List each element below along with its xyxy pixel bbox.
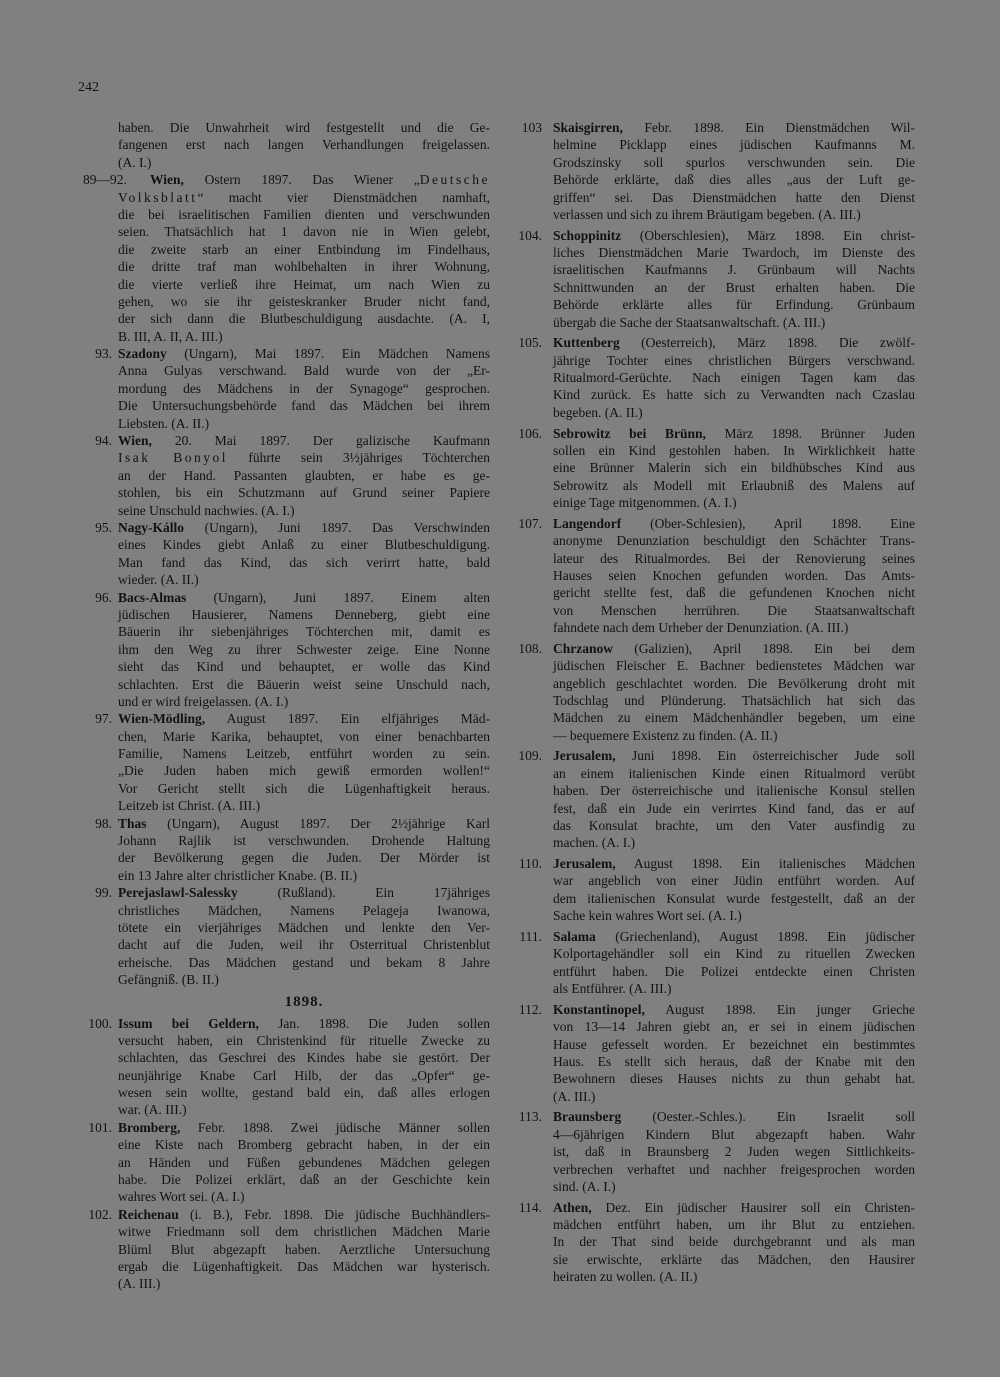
place-name: Bacs-Almas <box>118 589 187 605</box>
entry-number: 113. <box>518 1109 542 1125</box>
entry-number: 97. <box>95 711 112 727</box>
text-line: Johann Rajlik ist verschwunden. Drohende Haltung <box>118 833 490 849</box>
spaced-text: Deutsche <box>419 172 490 188</box>
text-line: die bei israelitischen Familien dienten und verschwunden <box>118 206 490 222</box>
text-line: Die Untersuchungsbehörde fand das Mädchen bei ihrem <box>118 398 490 414</box>
spaced-text: Isak Bonyol <box>118 450 229 466</box>
text-segment: 20. Mai 1897. Der galizische Kaufmann <box>151 433 490 449</box>
text-line: — bequemere Existenz zu finden. (A. II.) <box>553 727 778 743</box>
text-line: haben. Der österreichische und italienische Konsul stellen <box>553 783 915 799</box>
place-name: Konstantinopel, <box>553 1001 645 1017</box>
entry-number: 100. <box>88 1015 112 1031</box>
text-line: von 13—14 Jahren giebt an, er sei in einem jüdischen <box>553 1019 915 1035</box>
text-line: sieht das Kind und behauptet, er wolle das Kind <box>118 659 490 675</box>
place-name: Perejaslawl-Salessky <box>118 885 238 901</box>
text-line: Hauses seien Knochen gefunden worden. Das Amts- <box>553 567 915 583</box>
text-segment: Febr. 1898. Ein Dienstmädchen Wil- <box>622 120 915 135</box>
text-line <box>80 815 490 832</box>
text-segment: August 1898. Ein junger Grieche <box>644 1001 915 1017</box>
text-line: sollen ein Kind gestohlen haben. In Wirklichkeit hatte <box>553 442 915 458</box>
text-line <box>508 227 915 244</box>
text-line: verlassen und sich zu ihrem Bräutigam begeben. (A. III.) <box>553 206 861 222</box>
text-line: ein 13 Jahre alter christlicher Knabe. (B. II.) <box>118 867 358 883</box>
text-line: die vierte verließ ihre Heimat, um nach Wien zu <box>118 276 490 292</box>
text-line <box>508 515 915 532</box>
text-line: entführt haben. Die Polizei entdeckte einen Christen <box>553 963 915 979</box>
text-line: erheische. Das Mädchen gestand und bekam 8 Jahre <box>118 954 490 970</box>
text-line <box>80 1119 490 1136</box>
place-name: Wien, <box>150 172 184 188</box>
text-segment: Jan. 1898. Die Juden sollen <box>258 1015 490 1031</box>
text-line: neunjährige Knabe Carl Hilb, der das „Opfer“ ge- <box>118 1067 490 1083</box>
text-segment: “ macht vier Dienstmädchen namhaft, <box>197 189 490 205</box>
entry-number: 108. <box>518 640 542 656</box>
entry-98 <box>80 815 490 885</box>
text-line: wieder. (A. II.) <box>118 572 199 588</box>
text-line <box>80 432 490 449</box>
text-line: ergab die Lügenhaftigkeit. Das Mädchen war hysterisch. <box>118 1259 490 1274</box>
entry-95 <box>80 519 490 589</box>
entry-number: 114. <box>518 1199 542 1215</box>
entry-93 <box>80 345 490 432</box>
entry-number: 109. <box>518 748 542 764</box>
text-line: lateur des Ritualmordes. Bei der Renovierung seines <box>553 550 915 566</box>
text-line <box>80 884 490 901</box>
text-line: griffen“ sei. Das Dienstmädchen hatte den Dienst <box>553 189 915 205</box>
place-name: Chrzanow <box>553 640 613 656</box>
text-line: Todschlag und Plünderung. Thatsächlich hat sich das <box>553 692 915 708</box>
text-line: Liebsten. (A. II.) <box>118 415 210 431</box>
text-line: chen, Marie Karika, behauptet, von einer benachbarten <box>118 728 490 744</box>
text-line: Sebrowitz als Modell mit Erlaubniß des Malens auf <box>553 477 915 493</box>
text-line: sie erwischte, erklärte das Mädchen, den Hausirer <box>553 1251 915 1267</box>
entry-100 <box>80 1015 490 1119</box>
text-line: übergab die Sache der Staatsanwaltschaft. (A. III.) <box>553 314 826 330</box>
text-line <box>508 747 915 764</box>
text-segment: Ostern 1897. Das Wiener „ <box>183 172 420 188</box>
page-number: 242 <box>78 80 99 95</box>
entry-number: 99. <box>95 885 112 901</box>
text-line: schlachten. Erst die Bäuerin weist seine Unschuld nach, <box>118 676 490 692</box>
text-line: Bäuerin ihr siebenjähriges Töchterchen mit, damit es <box>118 624 490 640</box>
entry-number: 111. <box>519 928 542 944</box>
entry-101 <box>80 1119 490 1206</box>
text-line <box>80 519 490 536</box>
text-line: begeben. (A. II.) <box>553 404 643 420</box>
text-line: (A. I.) <box>118 154 152 170</box>
text-line: witwe Friedmann soll dem christlichen Mädchen Marie <box>118 1224 490 1240</box>
text-line: tötete ein vierjähriges Mädchen und lenkte den Ver- <box>118 919 490 935</box>
entry-97 <box>80 710 490 814</box>
text-line: an der Hand. Passanten glaubten, er habe es ge- <box>118 467 490 483</box>
text-line: Hause gefesselt worden. Er bezeichnet ein bestimmtes <box>553 1036 915 1052</box>
text-line: B. III, A. II, A. III.) <box>118 328 223 344</box>
text-line: von Menschen herrühren. Die Staatsanwaltschaft <box>553 602 915 618</box>
text-line: dem italienischen Konsulat wurde festgestellt, daß an der <box>553 890 915 906</box>
place-name: Sebrowitz bei Brünn, <box>553 425 706 441</box>
place-name: Schoppinitz <box>553 227 622 243</box>
text-line: Leitzeb ist Christ. (A. III.) <box>118 798 261 814</box>
text-line: liches Dienstmädchen Marie Twardoch, im Dienste des <box>553 245 915 261</box>
place-name: Szadony <box>118 346 167 362</box>
text-line: Mädchen zu einem Mädchenhändler begeben, um eine <box>553 710 915 726</box>
text-line: gericht stellte fest, daß die gefundenen Knochen nicht <box>553 585 915 601</box>
text-line: Anna Gulyas verschwand. Bald wurde von der „Er- <box>118 363 490 379</box>
text-line: heiraten zu wollen. (A. II.) <box>553 1269 698 1285</box>
text-segment: (Galizien), April 1898. Ein bei dem <box>613 640 915 656</box>
place-name: Wien, <box>118 433 152 449</box>
text-line <box>508 640 915 657</box>
text-line: Ritualmord-Gerüchte. Nach einigen Tagen kam das <box>553 370 915 386</box>
text-line: eine Kiste nach Bromberg gebracht haben, in der ein <box>118 1137 490 1153</box>
text-line: war angeblich von einer Jüdin entführt worden. Auf <box>553 873 915 889</box>
text-line <box>508 334 915 351</box>
text-line: wahres Wort sei. (A. I.) <box>118 1189 245 1205</box>
entry-number: 101. <box>88 1119 112 1135</box>
text-line <box>80 589 490 606</box>
text-line <box>508 855 915 872</box>
text-line: Behörde erklärte, daß dies alles „aus der Luft ge- <box>553 172 915 188</box>
text-line: habe. Die Polizei erklärt, daß an der Geschichte kein <box>118 1172 490 1188</box>
text-line: die dritte traf man wohlbehalten in ihrer Wohnung, <box>118 259 490 275</box>
text-line: einige Tage mitgenommen. (A. I.) <box>553 495 737 511</box>
text-line: Gefängniß. (B. II.) <box>118 972 219 988</box>
entry-number: 96. <box>95 589 112 605</box>
entry-89-92 <box>80 171 490 345</box>
text-segment: (Rußland). Ein 17jähriges <box>237 885 490 901</box>
entry-110 <box>508 855 915 925</box>
text-segment: (Oberschlesien), März 1898. Ein christ- <box>621 227 915 243</box>
text-line: Kind zurück. Es hatte sich zu Verwandten nach Czaslau <box>553 387 915 403</box>
text-line: der Bevölkerung gegen die Juden. Der Mörder ist <box>118 850 490 866</box>
text-segment: (Ungarn), Juni 1897. Das Verschwinden <box>184 519 490 535</box>
text-line: angeblich geschlachtet worden. Die Bevölkerung droht mit <box>553 675 915 691</box>
text-line: der sich dann die Blutbeschuldigung ausdachte. (A. I, <box>118 311 490 327</box>
entry-99 <box>80 884 490 988</box>
text-line: Sache kein wahres Wort sei. (A. I.) <box>553 908 742 924</box>
place-name: Athen, <box>553 1199 592 1215</box>
text-segment: Febr. 1898. Zwei jüdische Männer sollen <box>180 1119 490 1135</box>
text-segment: (Ungarn), Juni 1897. Einem alten <box>186 589 490 605</box>
text-line: jüdischen Fleischer E. Bachner bedienstetes Mädchen war <box>553 658 915 674</box>
place-name: Jerusalem, <box>553 748 616 764</box>
entry-number: 89—92. <box>83 172 127 188</box>
text-segment: (Oesterreich), März 1898. Die zwölf- <box>619 335 915 351</box>
entry-111 <box>508 928 915 998</box>
text-line: das Konsulat brachte, um den Vater ausfindig zu <box>553 818 915 834</box>
place-name: Langendorf <box>553 515 622 531</box>
text-line <box>80 1015 490 1032</box>
text-line: Schnittwunden an der Brust erhalten haben. Die <box>553 279 915 295</box>
entry-number: 110. <box>518 856 542 872</box>
place-name: Jerusalem, <box>553 856 616 872</box>
entry-number: 98. <box>95 815 112 831</box>
entry-106 <box>508 425 915 512</box>
text-line <box>508 928 915 945</box>
place-name: Bromberg, <box>118 1119 181 1135</box>
text-line <box>80 345 490 362</box>
text-line: ist, daß in Braunsberg 2 Juden wegen Sittlichkeits- <box>553 1144 915 1160</box>
entry-number: 93. <box>95 346 112 362</box>
entry-94 <box>80 432 490 519</box>
entry-102 <box>80 1206 490 1293</box>
text-segment: (Griechenland), August 1898. Ein jüdischer <box>595 928 915 944</box>
text-line: israelitischen Kaufmanns J. Grünbaum will Nachts <box>553 262 915 278</box>
entry-105 <box>508 334 915 421</box>
place-name: Skaisgirren, <box>553 120 623 135</box>
text-line: Familie, Namens Leitzeb, entführt worden zu sein. <box>118 746 490 762</box>
text-line: stohlen, bis ein Schutzmann auf Grund seiner Papiere <box>118 485 490 501</box>
entry-113 <box>508 1108 915 1195</box>
text-line: an Händen und Füßen gebundenes Mädchen gelegen <box>118 1154 490 1170</box>
text-line: Grodszinsky soll spurlos verschwunden sein. Die <box>553 154 915 170</box>
text-line: fest, daß ein Jude ein verirrtes Kind fand, das er auf <box>553 800 915 816</box>
spaced-text: Volksblatt <box>118 189 198 205</box>
text-line: verbrechen verhaftet und nachher freigesprochen worden <box>553 1161 915 1177</box>
left-column <box>80 119 490 1293</box>
text-segment: August 1897. Ein elfjähriges Mäd- <box>205 711 490 727</box>
text-line <box>508 1001 915 1018</box>
place-name: Thas <box>118 815 147 831</box>
text-segment: Juni 1898. Ein österreichischer Jude soll <box>615 748 915 764</box>
text-line <box>508 1199 915 1216</box>
entry-number: 106. <box>518 425 542 441</box>
entry-number: 102. <box>88 1206 112 1222</box>
text-segment: (i. B.), Febr. 1898. Die jüdische Buchhändlers- <box>178 1206 490 1222</box>
text-line: Behörde erklärte alles für Erfindung. Grünbaum <box>553 297 915 313</box>
text-segment: März 1898. Brünner Juden <box>705 425 915 441</box>
year-heading: 1898. <box>284 993 324 1010</box>
place-name: Wien-Mödling, <box>118 711 206 727</box>
text-line: seien. Thatsächlich hat 1 davon nie in Wien gelebt, <box>118 224 490 240</box>
entry-114 <box>508 1199 915 1286</box>
entry-number: 107. <box>518 515 542 531</box>
text-line: jüdischen Hausierer, Namens Denneberg, giebt eine <box>118 606 490 622</box>
entry-112 <box>508 1001 915 1105</box>
text-line: wesen sein wollte, gestand bald ein, daß alles erlogen <box>118 1085 490 1101</box>
text-line: (A. III.) <box>553 1088 596 1104</box>
entry-continued <box>80 119 490 171</box>
text-line: 4—6jährigen Kindern Blut abgezapft haben. Wahr <box>553 1126 915 1142</box>
text-line: helmine Picklapp eines jüdischen Kaufmanns M. <box>553 137 915 153</box>
text-line: schlachten, das Geschrei des Kindes habe sie gestört. Der <box>118 1050 490 1066</box>
entry-number: 95. <box>95 519 112 535</box>
entry-109 <box>508 747 915 851</box>
entry-number: 112. <box>518 1001 542 1017</box>
text-segment: August 1898. Ein italienisches Mädchen <box>615 856 915 872</box>
text-line: haben. Die Unwahrheit wird festgestellt und die Ge- <box>118 120 490 135</box>
text-line: mordung des Mädchens in der Synagoge“ gesprochen. <box>118 380 490 396</box>
entry-104 <box>508 227 915 331</box>
text-line <box>508 1108 915 1125</box>
text-line <box>80 449 490 466</box>
text-line: „Die Juden haben mich gewiß ermorden wollen!“ <box>118 763 490 779</box>
text-line: Man fand das Kind, das sich verirrt hatte, bald <box>118 554 490 570</box>
place-name: Issum bei Geldern, <box>118 1015 259 1031</box>
text-line <box>80 171 490 188</box>
entry-108 <box>508 640 915 744</box>
entry-96 <box>80 589 490 711</box>
entry-number: 94. <box>95 433 112 449</box>
entry-number: 104. <box>518 227 542 243</box>
text-line <box>80 710 490 727</box>
text-line: (A. III.) <box>118 1276 161 1292</box>
place-name: Braunsberg <box>553 1109 622 1125</box>
text-line: Blüml Blut abgezapft haben. Aerztliche Untersuchung <box>118 1241 490 1257</box>
text-line: dacht auf die Juden, weil ihr Osterritual Christenblut <box>118 937 490 953</box>
text-line: sind. (A. I.) <box>553 1179 616 1195</box>
place-name: Kuttenberg <box>553 335 620 351</box>
entry-107 <box>508 515 915 637</box>
text-line: jährige Tochter eines christlichen Bürgers verschwand. <box>553 352 915 368</box>
text-line: In der That sind beide durchgebrannt und als man <box>553 1234 915 1250</box>
entry-103 <box>508 119 915 223</box>
text-segment: (Ungarn), Mai 1897. Ein Mädchen Namens <box>166 346 490 362</box>
text-line: die zweite starb an einer Entbindung im Findelhaus, <box>118 241 490 257</box>
text-line: an einem italienischen Kinde einen Ritualmord verübt <box>553 765 915 781</box>
text-line: war. (A. III.) <box>118 1102 187 1118</box>
text-line: seine Unschuld nachwies. (A. I.) <box>118 502 295 518</box>
text-line: christliches Mädchen, Namens Pelageja Iwanowa, <box>118 902 490 918</box>
text-line: ihm den Weg zu ihrer Schwester zeige. Eine Nonne <box>118 641 490 657</box>
text-line: Bewohnern dieses Hauses nichts zu thun gehabt hat. <box>553 1071 915 1087</box>
text-line: fahndete nach dem Urheber der Denunziation. (A. III.) <box>553 620 849 636</box>
text-line: und er wird freigelassen. (A. I.) <box>118 693 289 709</box>
text-line: mädchen entführt haben, um ihr Blut zu entziehen. <box>553 1217 915 1233</box>
text-line: gehen, wo sie ihr geisteskranker Bruder nicht fand, <box>118 293 490 309</box>
text-line: als Entführer. (A. III.) <box>553 981 672 997</box>
text-line <box>508 425 915 442</box>
text-segment: (Ober-Schlesien), April 1898. Eine <box>621 515 915 531</box>
text-line: anonyme Denunziation beschuldigt den Schächter Trans- <box>553 533 915 549</box>
text-line <box>80 189 490 206</box>
text-line <box>80 1206 490 1223</box>
text-line: versucht haben, ein Christenkind für rituelle Zwecke zu <box>118 1032 490 1048</box>
place-name: Nagy-Kállo <box>118 519 184 535</box>
text-line: Haus. Es stellt sich heraus, daß der Knabe mit den <box>553 1053 915 1069</box>
text-line: eines Kindes giebt Anlaß zu einer Blutbeschuldigung. <box>118 537 490 553</box>
text-segment: (Oester.-Schles.). Ein Israelit soll <box>621 1109 915 1125</box>
text-line: Vor Gericht stellt sich die Lügenhaftigkeit heraus. <box>118 780 490 796</box>
entry-number: 105. <box>518 335 542 351</box>
text-line <box>508 119 915 136</box>
place-name: Reichenau <box>118 1206 179 1222</box>
text-line: fangenen erst nach langen Verhandlungen freigelassen. <box>118 137 490 153</box>
place-name: Salama <box>553 928 596 944</box>
text-segment: Dez. Ein jüdischer Hausirer soll ein Christen- <box>591 1199 915 1215</box>
entry-number: 103 <box>521 120 542 135</box>
right-column <box>508 119 915 1289</box>
text-segment: führte sein 3½jähriges Töchterchen <box>228 450 490 466</box>
text-line: machen. (A. I.) <box>553 835 636 851</box>
text-segment: (Ungarn), August 1897. Der 2½jährige Karl <box>146 815 490 831</box>
text-line: eine Brünner Malerin sich ein bildhübsches Kind aus <box>553 460 915 476</box>
text-line: Kolportagehändler soll ein Kind zu rituellen Zwecken <box>553 946 915 962</box>
